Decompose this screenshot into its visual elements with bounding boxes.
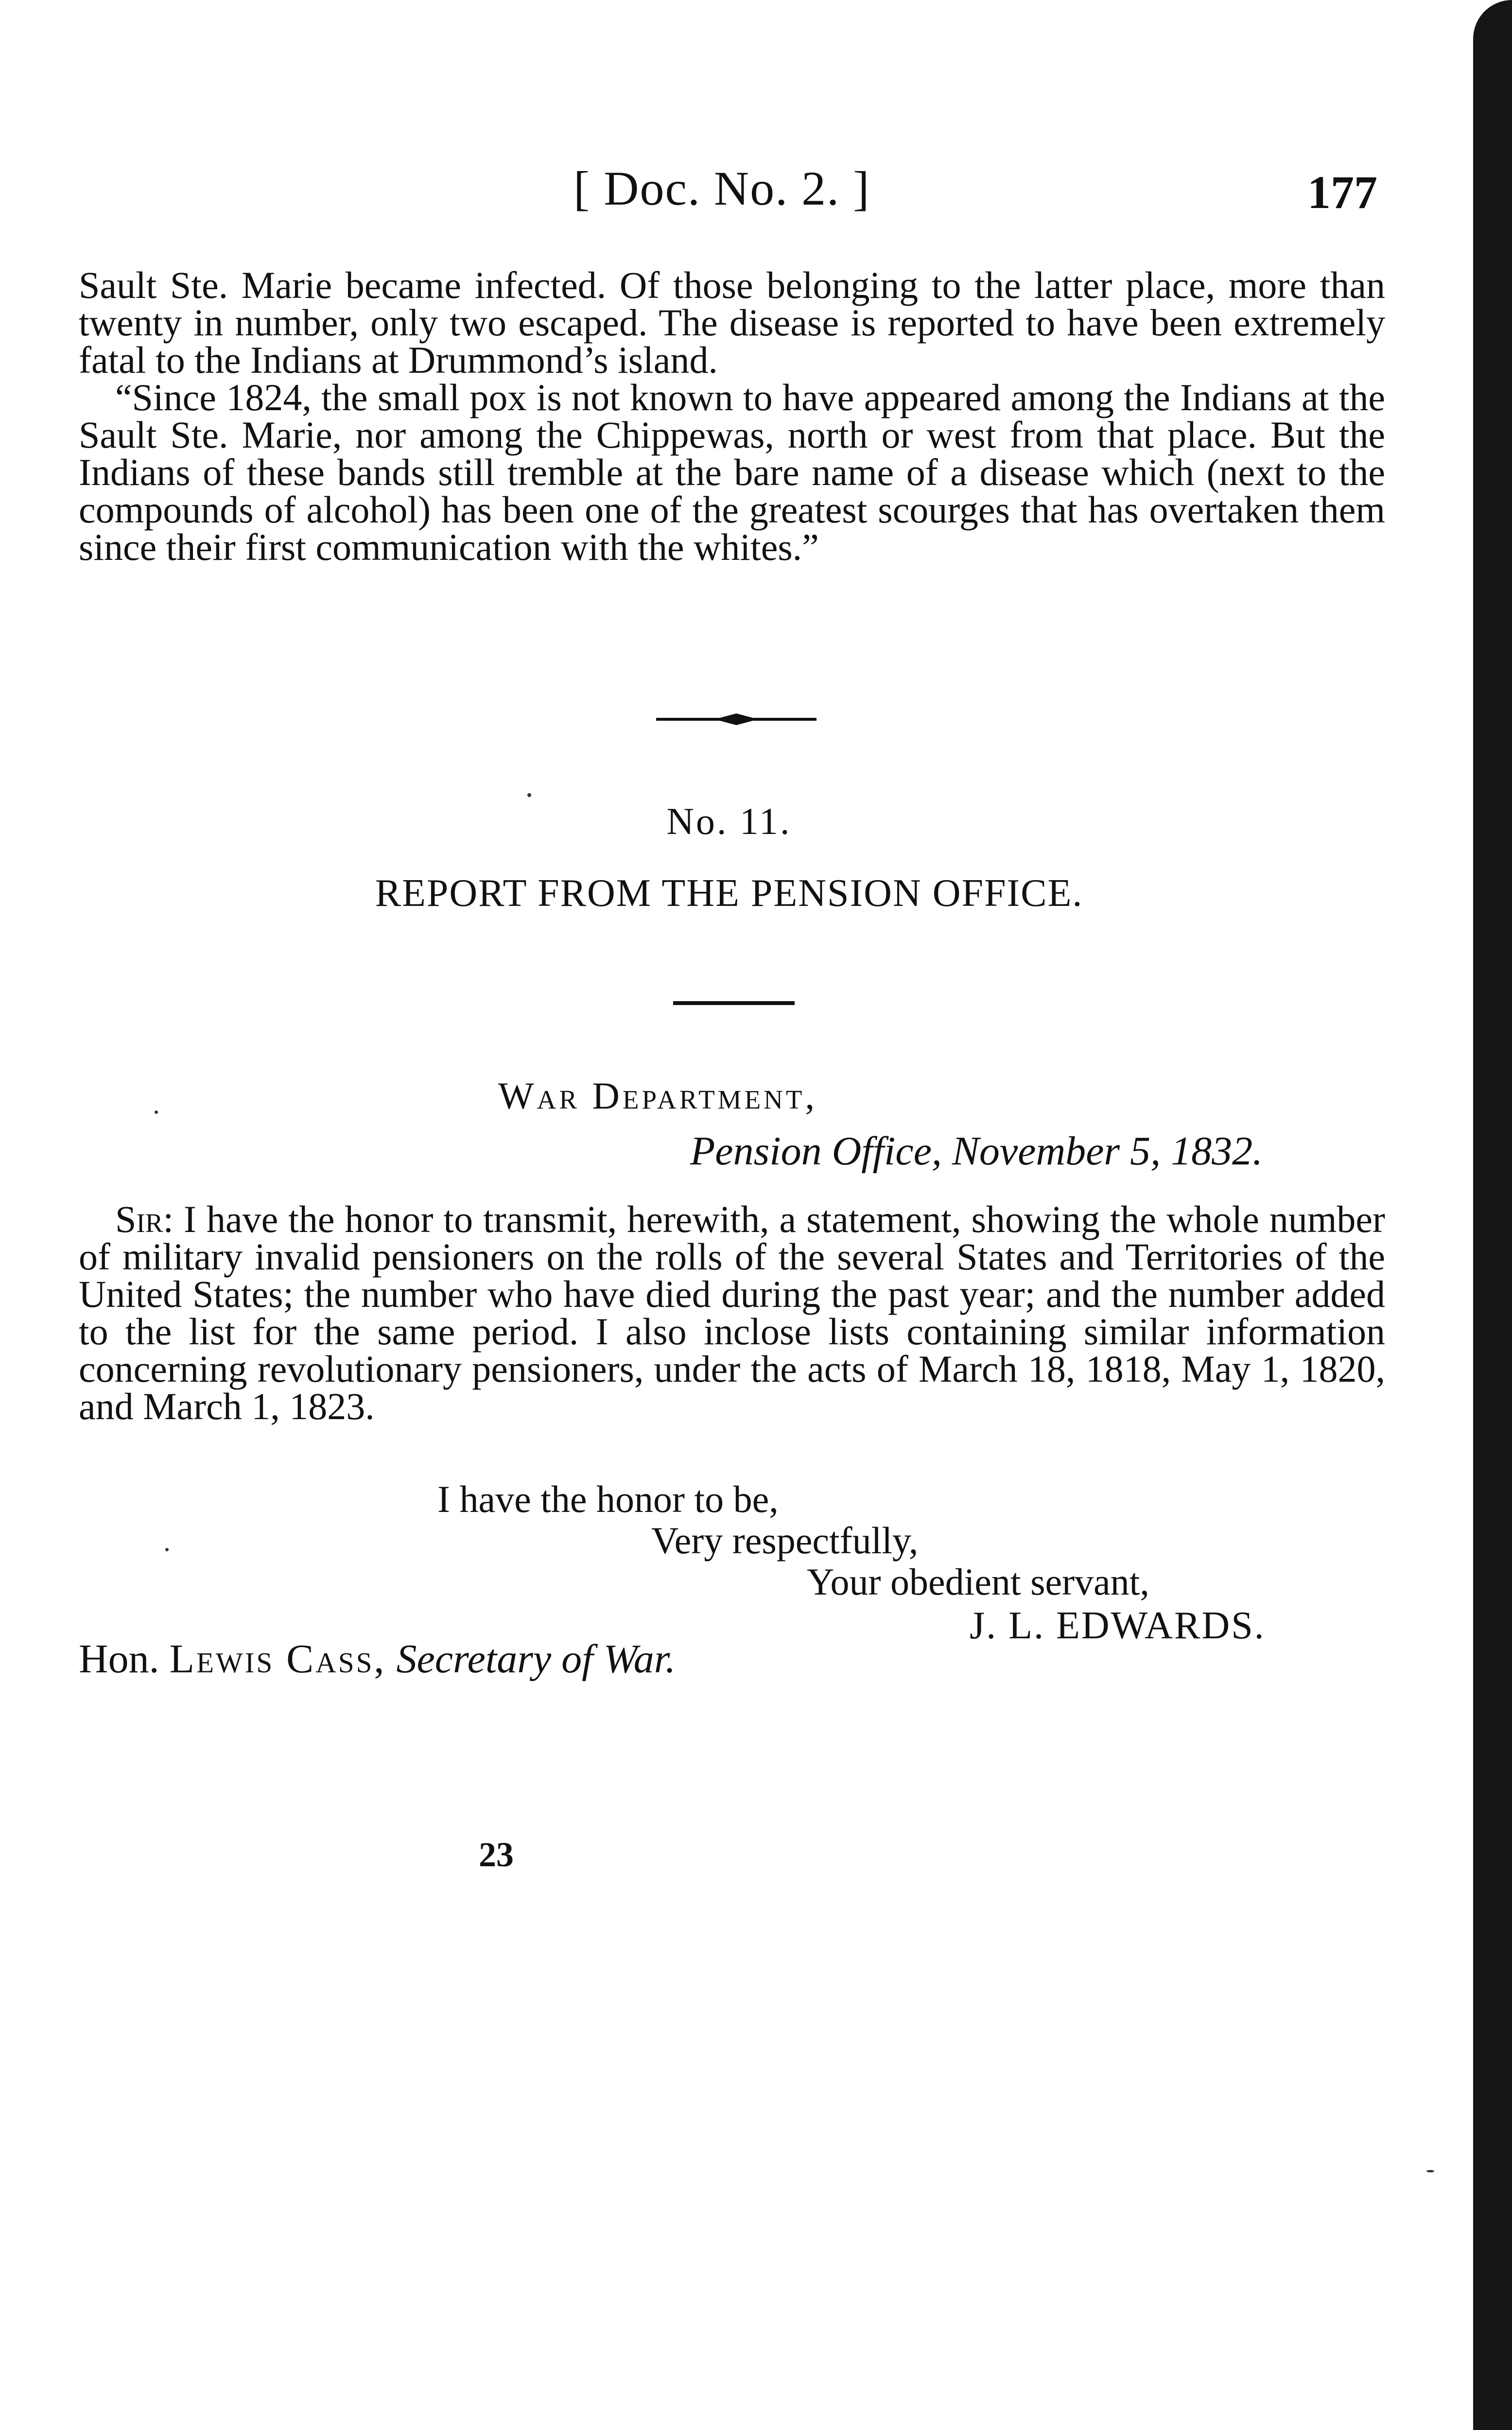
page-header bbox=[0, 160, 1434, 228]
closing-line: I have the honor to be, bbox=[437, 1478, 779, 1520]
letter-text: I have the honor to transmit, herewith, a statement, showing the whole number of military invalid pensioners on the rolls of the several States and Territories of the United States; the number who have died during the past year; and the number added to the list for the same period. I also inclose lists containing similar information concerning revolutionary pensioners, under the acts of March 18, 1818, May 1, 1820, and March 1, 1823. bbox=[79, 1198, 1385, 1427]
letter-paragraph bbox=[79, 1200, 1385, 1425]
signer-name: J. L. EDWARDS. bbox=[970, 1604, 1266, 1647]
print-speck bbox=[165, 1548, 169, 1551]
letter-body bbox=[79, 1200, 1385, 1425]
salutation: Sir: bbox=[115, 1198, 174, 1240]
page-edge bbox=[1473, 0, 1512, 2430]
document-number: [ Doc. No. 2. ] bbox=[574, 161, 870, 215]
department-heading: War Department, bbox=[498, 1075, 818, 1117]
print-speck bbox=[527, 793, 531, 797]
paragraph-quote: “Since 1824, the small pox is not known to have appeared among the Indians at the Sault Ste. Marie, nor among the Chippewas, north or west from that place. But the Indians of these bands still tremble at the bare name of a disease which (next to the compounds of alcohol) has been one of the greatest scourges that has overtaken them since their first communication with the whites.” bbox=[79, 376, 1385, 568]
print-speck bbox=[155, 1111, 158, 1114]
print-speck bbox=[1426, 2170, 1434, 2172]
addressee bbox=[79, 1635, 676, 1683]
page-number: 177 bbox=[1307, 166, 1377, 218]
addressee-name: Lewis Cass, bbox=[169, 1636, 386, 1682]
addressee-title: Secretary of War. bbox=[396, 1636, 676, 1682]
divider-rule bbox=[673, 1001, 795, 1005]
addressee-prefix: Hon. bbox=[79, 1636, 159, 1682]
ornament-divider-icon bbox=[656, 710, 817, 729]
section-number: No. 11. bbox=[666, 800, 792, 842]
printer-signature-mark: 23 bbox=[479, 1835, 514, 1874]
office-and-date: Pension Office, November 5, 1832. bbox=[690, 1128, 1263, 1174]
closing-line: Very respectfully, bbox=[651, 1519, 919, 1562]
section-title: REPORT FROM THE PENSION OFFICE. bbox=[375, 872, 1083, 915]
paragraph: Sault Ste. Marie became infected. Of those belonging to the latter place, more than twenty in number, only two escaped. The disease is reported to have been extremely fatal to the Indians at Drummond’s island. bbox=[79, 264, 1385, 381]
continued-text bbox=[79, 266, 1385, 566]
closing-line: Your obedient servant, bbox=[807, 1561, 1149, 1603]
